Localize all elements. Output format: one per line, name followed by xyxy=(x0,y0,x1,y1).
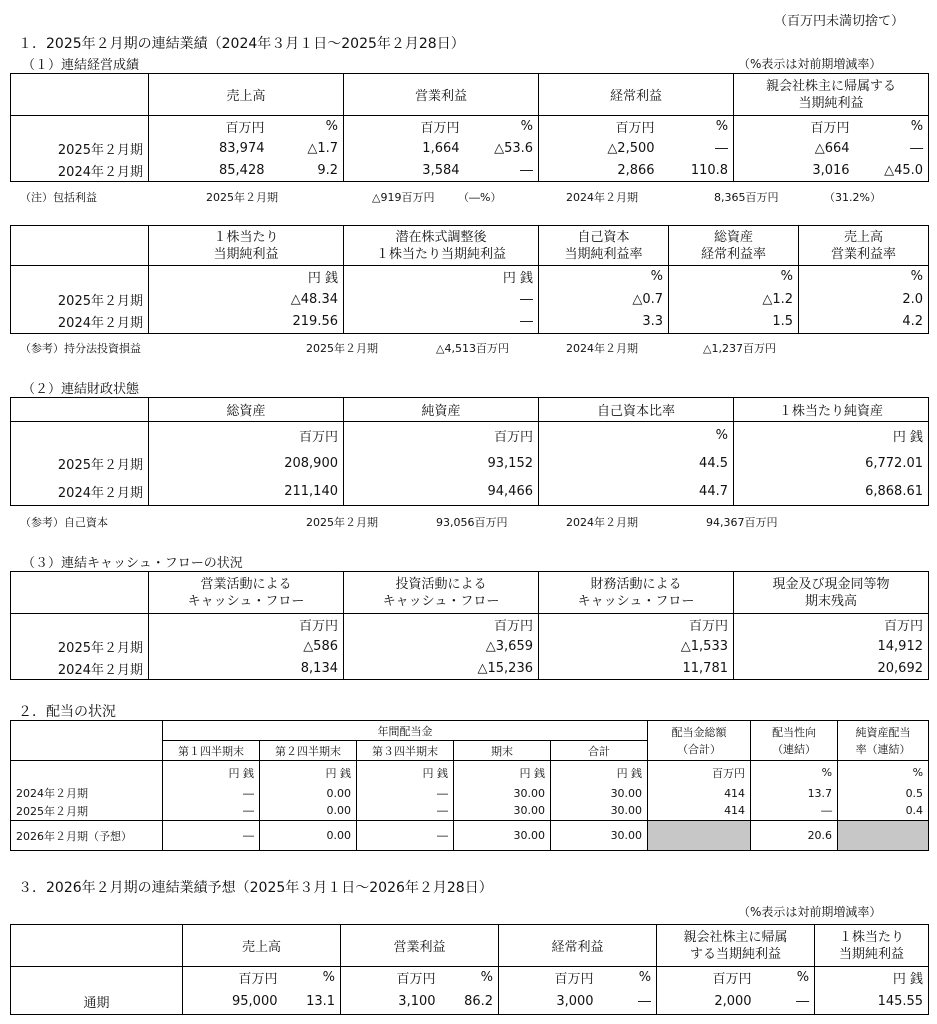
header-roe: 自己資本 当期純利益率 xyxy=(539,226,669,266)
unit-note: （百万円未満切捨て） xyxy=(774,14,905,29)
cell: 30.00 xyxy=(551,821,648,851)
cell: 86.2 xyxy=(441,989,499,1015)
unit-cell: % xyxy=(465,116,539,138)
cell: 11,781 xyxy=(539,658,734,680)
cell: 6,772.01 xyxy=(734,450,929,478)
cell: 2,866 xyxy=(539,160,660,182)
cell: 4.2 xyxy=(799,311,929,334)
row-label: 2025年２月期 xyxy=(11,288,149,311)
cell: △586 xyxy=(149,636,344,658)
unit-row-label xyxy=(11,967,183,989)
unit-cell: % xyxy=(660,116,734,138)
unit-row-label xyxy=(11,761,163,785)
header-operating-margin: 売上高 営業利益率 xyxy=(799,226,929,266)
table-row xyxy=(11,311,929,334)
unit-cell: 百万円 xyxy=(648,761,751,785)
cell: △15,236 xyxy=(344,658,539,680)
section2-title: ２．配当の状況 xyxy=(18,704,116,720)
comprehensive-income-rate-2024: （31.2%） xyxy=(824,191,881,204)
header-eps: １株当たり 当期純利益 xyxy=(815,925,929,967)
cell: △53.6 xyxy=(465,138,539,160)
cell: 30.00 xyxy=(551,802,648,821)
row-label: 2024年２月期 xyxy=(11,311,149,334)
pct-note: （%表示は対前期増減率） xyxy=(738,57,882,71)
cell: 1.5 xyxy=(669,311,799,334)
cell: ― xyxy=(344,311,539,334)
unit-cell: % xyxy=(539,266,669,288)
cell: 93,152 xyxy=(344,450,539,478)
cell: ― xyxy=(855,138,929,160)
unit-cell: 百万円 xyxy=(344,422,539,450)
unit-cell: % xyxy=(757,967,815,989)
unit-cell: % xyxy=(855,116,929,138)
cell: ― xyxy=(599,989,657,1015)
cell: ― xyxy=(357,821,454,851)
unit-cell: 円 銭 xyxy=(454,761,551,785)
cell: 3,584 xyxy=(344,160,465,182)
cell: 414 xyxy=(648,802,751,821)
header-annual-dividends: 年間配当金 xyxy=(163,721,648,741)
cell: 0.00 xyxy=(260,802,357,821)
unit-cell: 円 銭 xyxy=(734,422,929,450)
cell: △0.7 xyxy=(539,288,669,311)
header-year-end: 期末 xyxy=(454,741,551,761)
section3-title: ３．2026年２月期の連結業績予想（2025年３月１日～2026年２月28日） xyxy=(18,880,493,896)
cell: ― xyxy=(344,288,539,311)
unit-cell: 百万円 xyxy=(499,967,599,989)
cell: 1,664 xyxy=(344,138,465,160)
header-net-sales: 売上高 xyxy=(149,74,344,116)
cell: 2.0 xyxy=(799,288,929,311)
cell: ― xyxy=(660,138,734,160)
cell: 8,134 xyxy=(149,658,344,680)
row-label: 2025年２月期 xyxy=(11,138,149,160)
row-label: 2024年２月期 xyxy=(11,658,149,680)
table-row xyxy=(11,160,929,182)
cell: 20.6 xyxy=(751,821,838,851)
cell: 3,100 xyxy=(341,989,441,1015)
cell: ― xyxy=(757,989,815,1015)
cell: △1,533 xyxy=(539,636,734,658)
unit-cell: 百万円 xyxy=(344,614,539,636)
unit-row-label xyxy=(11,116,149,138)
profitability-table xyxy=(10,225,929,334)
header-net-sales: 売上高 xyxy=(183,925,341,967)
equity-method-value-2024: △1,237百万円 xyxy=(703,342,776,355)
operating-results-table xyxy=(10,73,929,182)
equity-method-period-2025: 2025年２月期 xyxy=(306,342,378,355)
header-ordinary-income: 経常利益 xyxy=(499,925,657,967)
comprehensive-income-period-2025: 2025年２月期 xyxy=(206,191,278,204)
unit-cell: 円 銭 xyxy=(344,266,539,288)
cell: 83,974 xyxy=(149,138,270,160)
unit-cell: % xyxy=(669,266,799,288)
cell: 95,000 xyxy=(183,989,283,1015)
comprehensive-income-value-2024: 8,365百万円 xyxy=(714,191,779,204)
section1-title: １．2025年２月期の連結業績（2024年３月１日～2025年２月28日） xyxy=(18,36,465,52)
equity-capital-period-2025: 2025年２月期 xyxy=(306,516,378,529)
financial-position-heading: （２）連結財政状態 xyxy=(22,382,140,397)
equity-capital-label: （参考）自己資本 xyxy=(20,516,108,529)
unit-cell: 百万円 xyxy=(734,614,929,636)
header-bps: １株当たり純資産 xyxy=(734,398,929,422)
cell: 14,912 xyxy=(734,636,929,658)
row-label: 通期 xyxy=(11,989,183,1015)
cell: 2,000 xyxy=(657,989,757,1015)
header-net-assets: 純資産 xyxy=(344,398,539,422)
unit-cell: 百万円 xyxy=(539,116,660,138)
unit-cell: % xyxy=(283,967,341,989)
equity-capital-period-2024: 2024年２月期 xyxy=(566,516,638,529)
unit-row-label xyxy=(11,422,149,450)
unit-cell: 百万円 xyxy=(657,967,757,989)
table-row xyxy=(11,450,929,478)
shaded-cell xyxy=(648,821,751,851)
unit-cell: % xyxy=(539,422,734,450)
unit-cell: 百万円 xyxy=(149,422,344,450)
operating-results-heading: （１）連結経営成績 xyxy=(22,58,140,73)
comprehensive-income-period-2024: 2024年２月期 xyxy=(566,191,638,204)
cell: 211,140 xyxy=(149,478,344,506)
unit-cell: 円 銭 xyxy=(551,761,648,785)
header-diluted-eps: 潜在株式調整後 １株当たり当期純利益 xyxy=(344,226,539,266)
table-row xyxy=(11,138,929,160)
header-cash-balance: 現金及び現金同等物 期末残高 xyxy=(734,572,929,614)
cell: 3,016 xyxy=(734,160,855,182)
unit-cell: % xyxy=(799,266,929,288)
table-row xyxy=(11,658,929,680)
unit-cell: 円 銭 xyxy=(149,266,344,288)
cell: 3,000 xyxy=(499,989,599,1015)
header-equity-ratio: 自己資本比率 xyxy=(539,398,734,422)
header-q1-end: 第１四半期末 xyxy=(163,741,260,761)
cell: △1.7 xyxy=(270,138,344,160)
shaded-cell xyxy=(838,821,929,851)
cell: 13.1 xyxy=(283,989,341,1015)
equity-capital-value-2025: 93,056百万円 xyxy=(436,516,508,529)
header-blank xyxy=(11,398,149,422)
unit-cell: 百万円 xyxy=(344,116,465,138)
forecast-table xyxy=(10,924,929,1015)
cell: △2,500 xyxy=(539,138,660,160)
cell: 414 xyxy=(648,785,751,802)
header-blank xyxy=(11,74,149,116)
unit-cell: 円 銭 xyxy=(163,761,260,785)
unit-cell: % xyxy=(599,967,657,989)
cell: 0.00 xyxy=(260,821,357,851)
header-total-dividends: 配当金総額 （合計） xyxy=(648,721,751,761)
comprehensive-income-value-2025: △919百万円 xyxy=(372,191,435,204)
cash-flow-table xyxy=(10,571,929,680)
unit-cell: % xyxy=(838,761,929,785)
cell: ― xyxy=(357,802,454,821)
cell: 94,466 xyxy=(344,478,539,506)
unit-cell: 円 銭 xyxy=(260,761,357,785)
table-row xyxy=(11,989,929,1015)
unit-row-label xyxy=(11,614,149,636)
unit-cell: 百万円 xyxy=(734,116,855,138)
row-label: 2024年２月期 xyxy=(11,478,149,506)
cell: ― xyxy=(751,802,838,821)
cell: ― xyxy=(357,785,454,802)
header-operating-income: 営業利益 xyxy=(341,925,499,967)
cell: 0.5 xyxy=(838,785,929,802)
equity-capital-value-2024: 94,367百万円 xyxy=(706,516,778,529)
cell: △1.2 xyxy=(669,288,799,311)
unit-cell: 百万円 xyxy=(539,614,734,636)
header-blank xyxy=(11,721,163,761)
cell: 0.00 xyxy=(260,785,357,802)
cell: △48.34 xyxy=(149,288,344,311)
row-label: 2025年２月期 xyxy=(11,802,163,821)
cell: 44.5 xyxy=(539,450,734,478)
table-row xyxy=(11,785,929,802)
financial-position-table xyxy=(10,397,929,506)
table-row xyxy=(11,478,929,506)
header-total: 合計 xyxy=(551,741,648,761)
unit-cell: 百万円 xyxy=(183,967,283,989)
comprehensive-income-label: （注）包括利益 xyxy=(20,191,97,204)
cell: 13.7 xyxy=(751,785,838,802)
cell: ― xyxy=(163,785,260,802)
unit-cell: % xyxy=(270,116,344,138)
equity-method-period-2024: 2024年２月期 xyxy=(566,342,638,355)
header-investing-cf: 投資活動による キャッシュ・フロー xyxy=(344,572,539,614)
header-total-assets: 総資産 xyxy=(149,398,344,422)
header-roa: 総資産 経常利益率 xyxy=(669,226,799,266)
pct-note: （%表示は対前期増減率） xyxy=(738,905,882,919)
unit-cell: 百万円 xyxy=(341,967,441,989)
unit-cell: % xyxy=(751,761,838,785)
cell: △664 xyxy=(734,138,855,160)
unit-cell: 百万円 xyxy=(149,116,270,138)
header-payout-ratio: 配当性向 （連結） xyxy=(751,721,838,761)
equity-method-label: （参考）持分法投資損益 xyxy=(20,342,141,355)
header-financing-cf: 財務活動による キャッシュ・フロー xyxy=(539,572,734,614)
unit-cell: 百万円 xyxy=(149,614,344,636)
cell: 0.4 xyxy=(838,802,929,821)
table-row xyxy=(11,288,929,311)
header-blank xyxy=(11,226,149,266)
header-q2-end: 第２四半期末 xyxy=(260,741,357,761)
cell: ― xyxy=(465,160,539,182)
row-label: 2024年２月期 xyxy=(11,160,149,182)
header-net-income-parent: 親会社株主に帰属する 当期純利益 xyxy=(734,74,929,116)
cell: 30.00 xyxy=(551,785,648,802)
header-doe: 純資産配当 率（連結） xyxy=(838,721,929,761)
cell: 3.3 xyxy=(539,311,669,334)
unit-cell: 円 銭 xyxy=(357,761,454,785)
cash-flow-heading: （３）連結キャッシュ・フローの状況 xyxy=(22,556,243,571)
cell: △45.0 xyxy=(855,160,929,182)
cell: ― xyxy=(163,821,260,851)
cell: 9.2 xyxy=(270,160,344,182)
cell: 20,692 xyxy=(734,658,929,680)
unit-cell: 円 銭 xyxy=(815,967,929,989)
header-eps: １株当たり 当期純利益 xyxy=(149,226,344,266)
cell: 219.56 xyxy=(149,311,344,334)
cell: 110.8 xyxy=(660,160,734,182)
header-operating-income: 営業利益 xyxy=(344,74,539,116)
unit-cell: % xyxy=(441,967,499,989)
cell: 44.7 xyxy=(539,478,734,506)
cell: 6,868.61 xyxy=(734,478,929,506)
row-label: 2025年２月期 xyxy=(11,450,149,478)
dividend-table xyxy=(10,720,929,851)
header-q3-end: 第３四半期末 xyxy=(357,741,454,761)
table-row xyxy=(11,636,929,658)
comprehensive-income-rate-2025: （―%） xyxy=(458,191,502,204)
unit-row-label xyxy=(11,266,149,288)
header-ordinary-income: 経常利益 xyxy=(539,74,734,116)
header-blank xyxy=(11,572,149,614)
header-operating-cf: 営業活動による キャッシュ・フロー xyxy=(149,572,344,614)
cell: 145.55 xyxy=(815,989,929,1015)
cell: 30.00 xyxy=(454,821,551,851)
cell: 30.00 xyxy=(454,802,551,821)
cell: 30.00 xyxy=(454,785,551,802)
cell: 208,900 xyxy=(149,450,344,478)
equity-method-value-2025: △4,513百万円 xyxy=(436,342,509,355)
cell: 85,428 xyxy=(149,160,270,182)
table-row xyxy=(11,802,929,821)
header-blank xyxy=(11,925,183,967)
forecast-row xyxy=(11,821,929,851)
row-label: 2024年２月期 xyxy=(11,785,163,802)
row-label: 2025年２月期 xyxy=(11,636,149,658)
header-net-income-parent: 親会社株主に帰属 する当期純利益 xyxy=(657,925,815,967)
row-label: 2026年２月期（予想） xyxy=(11,821,163,851)
cell: ― xyxy=(163,802,260,821)
cell: △3,659 xyxy=(344,636,539,658)
